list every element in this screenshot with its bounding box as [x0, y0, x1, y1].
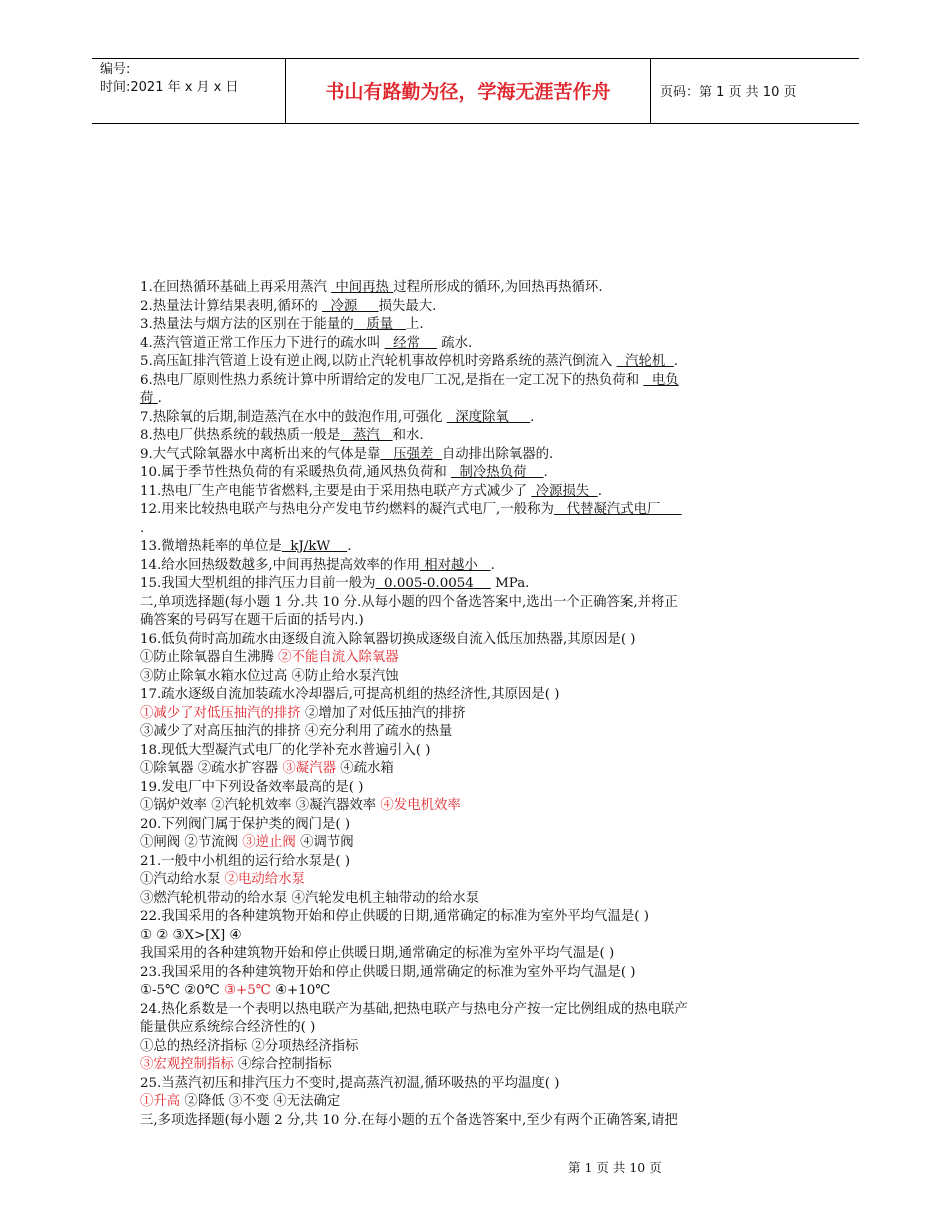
text-line: [140, 742, 820, 761]
text-segment: 自动排出除氧器的.: [441, 446, 554, 462]
text-segment: 16.低负荷时高加疏水由逐级自流入除氧器切换成逐级自流入低压加热器,其原因是( ): [140, 631, 636, 647]
text-segment: 12.用来比较热电联产与热电分产发电节约燃料的凝汽式电厂,一般称为: [140, 502, 554, 517]
text-line: [140, 446, 820, 465]
answer-blank: 代替凝汽式电厂: [553, 502, 682, 517]
text-line: [140, 594, 820, 613]
text-segment: 过程所形成的循环,为回热再热循环.: [393, 280, 603, 295]
answer-blank: 0.005-0.0054: [375, 576, 491, 591]
text-line: [140, 834, 820, 853]
text-line: [140, 982, 820, 1001]
document-time-label: 时间:2021 年 x 月 x 日: [100, 80, 239, 95]
text-line: [140, 279, 820, 298]
correct-answer: ③凝汽器: [282, 761, 336, 776]
text-line: [140, 631, 820, 650]
text-line: [140, 390, 820, 409]
answer-blank: 蒸汽: [340, 428, 393, 443]
text-line: [140, 927, 820, 946]
text-segment: .: [543, 465, 548, 480]
text-line: [140, 427, 820, 446]
text-segment: 10.属于季节性热负荷的有采暖热负荷,通风热负荷和: [140, 465, 452, 480]
text-segment: ①总的热经济指标 ②分项热经济指标: [140, 1038, 359, 1054]
text-segment: 2.热量法计算结果表明,循环的: [140, 298, 322, 314]
correct-answer: ③逆止阀: [242, 835, 296, 850]
text-segment: 23.我国采用的各种建筑物开始和停止供暖日期,通常确定的标准为室外平均气温是( ): [140, 964, 636, 980]
text-line: [140, 483, 820, 502]
text-segment: 11.热电厂生产电能节省燃料,主要是由于采用热电联产方式减少了: [140, 483, 532, 499]
text-line: [140, 557, 820, 576]
text-line: [140, 797, 820, 816]
text-line: [140, 871, 820, 890]
text-segment: .: [157, 391, 162, 406]
answer-blank: 中间再热: [331, 280, 394, 295]
text-segment: 13.微增热耗率的单位是: [140, 539, 282, 554]
text-line: [140, 409, 820, 428]
text-line: [140, 686, 820, 705]
correct-answer: ③宏观控制指标: [140, 1057, 234, 1072]
document-body: [140, 279, 820, 1130]
text-line: [140, 316, 820, 335]
text-line: [140, 705, 820, 724]
text-segment: ①锅炉效率 ②汽轮机效率 ③凝汽器效率: [140, 798, 381, 813]
text-line: [140, 668, 820, 687]
text-segment: ①汽动给水泵: [140, 872, 225, 887]
text-line: [140, 964, 820, 983]
text-segment: 1.在回热循环基础上再采用蒸汽: [140, 280, 332, 295]
answer-blank: 质量: [353, 317, 406, 332]
correct-answer: ①升高: [140, 1094, 181, 1109]
text-line: [140, 372, 820, 391]
text-segment: .: [490, 557, 495, 573]
text-segment: 和水.: [392, 428, 424, 443]
header-divider: [285, 59, 286, 123]
text-line: [140, 538, 820, 557]
text-segment: 上.: [405, 317, 424, 332]
answer-blank: 电负: [643, 372, 679, 388]
answer-blank: 深度除氧: [446, 409, 531, 425]
text-line: [140, 1001, 820, 1020]
text-segment: ③燃汽轮机带动的给水泵 ④汽轮发电机主轴带动的给水泵: [140, 890, 480, 906]
text-segment: ① ② ③X>[X] ④: [140, 927, 242, 943]
text-line: [140, 353, 820, 372]
text-segment: 5.高压缸排汽管道上设有逆止阀,以防止汽轮机事故停机时旁路系统的蒸汽倒流入: [140, 354, 617, 369]
page-header: [92, 58, 859, 124]
text-segment: 18.现低大型凝汽式电厂的化学补充水普遍引入( ): [140, 742, 431, 758]
text-line: [140, 945, 820, 964]
text-line: [140, 335, 820, 354]
text-line: [140, 853, 820, 872]
text-segment: 4.蒸汽管道正常工作压力下进行的疏水叫: [140, 335, 385, 351]
text-segment: 损失最大.: [378, 298, 437, 314]
text-line: [140, 649, 820, 668]
text-line: [140, 298, 820, 317]
text-segment: 14.给水回热级数越多,中间再热提高效率的作用: [140, 557, 420, 573]
text-segment: 17.疏水逐级自流加装疏水冷却器后,可提高机组的热经济性,其原因是( ): [140, 687, 560, 702]
text-line: [140, 520, 820, 539]
text-segment: 15.我国大型机组的排汽压力目前一般为: [140, 576, 376, 591]
text-segment: ②增加了对低压抽汽的排挤: [300, 705, 466, 721]
text-line: [140, 723, 820, 742]
answer-blank: 制冷热负荷: [451, 465, 544, 480]
text-segment: ④综合控制指标: [233, 1057, 332, 1072]
header-page-number: 页码：第 1 页 共 10 页: [660, 85, 797, 100]
text-segment: 25.当蒸汽初压和排汽压力不变时,提高蒸汽初温,循环吸热的平均温度( ): [140, 1075, 560, 1091]
correct-answer: ①减少了对低压抽汽的排挤: [140, 705, 301, 721]
text-segment: 3.热量法与烟方法的区别在于能量的: [140, 317, 354, 332]
correct-answer: ③+5℃: [224, 983, 271, 998]
header-meta: [100, 61, 239, 97]
text-segment: 20.下列阀门属于保护类的阀门是( ): [140, 816, 351, 832]
text-segment: 22.我国采用的各种建筑物开始和停止供暖的日期,通常确定的标准为室外平均气温是( ): [140, 909, 649, 924]
answer-blank: 荷: [140, 391, 158, 406]
answer-blank: 经常: [384, 335, 437, 351]
text-line: [140, 464, 820, 483]
text-line: [140, 760, 820, 779]
text-segment: .: [597, 483, 602, 499]
text-segment: 确答案的号码写在题干后面的括号内.): [140, 613, 364, 628]
answer-blank: 压强差: [380, 446, 442, 462]
text-line: [140, 1038, 820, 1057]
text-segment: 能量供应系统综合经济性的( ): [140, 1020, 316, 1035]
text-line: [140, 1093, 820, 1112]
text-line: [140, 908, 820, 927]
answer-blank: 相对越小: [419, 557, 491, 573]
answer-blank: 冷源损失: [531, 483, 598, 499]
header-divider: [650, 59, 651, 123]
text-segment: ③防止除氧水箱水位过高 ④防止给水泵汽蚀: [140, 668, 399, 684]
text-segment: ①闸阀 ②节流阀: [140, 835, 243, 850]
text-line: [140, 612, 820, 631]
text-segment: 三,多项选择题(每小题 2 分,共 10 分.在每小题的五个备选答案中,至少有两个正确答案,请把: [140, 1112, 678, 1128]
text-segment: ④疏水箱: [335, 761, 394, 776]
text-line: [140, 890, 820, 909]
answer-blank: 汽轮机: [616, 354, 674, 369]
correct-answer: ②不能自流入除氧器: [278, 650, 399, 665]
text-segment: 6.热电厂原则性热力系统计算中所谓给定的发电厂工况,是指在一定工况下的热负荷和: [140, 372, 644, 388]
text-segment: ③减少了对高压抽汽的排挤 ④充分利用了疏水的热量: [140, 724, 453, 739]
page-footer: 第 1 页 共 10 页: [568, 1160, 662, 1175]
text-line: [140, 1075, 820, 1094]
document-number-label: 编号:: [100, 62, 131, 77]
correct-answer: ④发电机效率: [380, 798, 461, 813]
text-segment: 19.发电厂中下列设备效率最高的是( ): [140, 779, 364, 795]
text-segment: 24.热化系数是一个表明以热电联产为基础,把热电联产与热电分产按一定比例组成的热电联产: [140, 1001, 688, 1017]
text-segment: ①除氧器 ②疏水扩容器: [140, 761, 283, 776]
correct-answer: ②电动给水泵: [224, 872, 305, 887]
answer-blank: kJ/kW: [281, 539, 348, 554]
text-segment: .: [673, 354, 679, 369]
text-line: [140, 816, 820, 835]
text-segment: .: [530, 409, 535, 425]
text-segment: 9.大气式除氧器水中离析出来的气体是靠: [140, 446, 381, 462]
text-segment: MPa.: [490, 576, 530, 591]
text-line: [140, 501, 820, 520]
text-segment: 二,单项选择题(每小题 1 分.共 10 分.从每小题的四个备选答案中,选出一个正确答案,并将正: [140, 594, 678, 610]
text-segment: ②降低 ③不变 ④无法确定: [180, 1094, 341, 1109]
text-segment: 我国采用的各种建筑物开始和停止供暖日期,通常确定的标准为室外平均气温是( ): [140, 946, 615, 961]
text-segment: 疏水.: [437, 335, 473, 351]
text-line: [140, 1019, 820, 1038]
text-line: [140, 1112, 820, 1131]
text-segment: .: [140, 520, 145, 536]
text-segment: ①防止除氧器自生沸腾: [140, 650, 279, 665]
text-segment: ④+10℃: [270, 983, 331, 998]
answer-blank: 冷源: [321, 298, 379, 314]
text-line: [140, 1056, 820, 1075]
text-segment: 21.一般中小机组的运行给水泵是( ): [140, 853, 351, 869]
text-segment: 8.热电厂供热系统的载热质一般是: [140, 428, 341, 443]
text-segment: ④调节阀: [295, 835, 354, 850]
text-segment: .: [347, 539, 352, 554]
header-motto: 书山有路勤为径，学海无涯苦作舟: [325, 81, 611, 103]
text-line: [140, 779, 820, 798]
text-segment: ①-5℃ ②0℃: [140, 983, 225, 998]
text-line: [140, 575, 820, 594]
text-segment: 7.热除氧的后期,制造蒸汽在水中的鼓泡作用,可强化: [140, 409, 447, 425]
